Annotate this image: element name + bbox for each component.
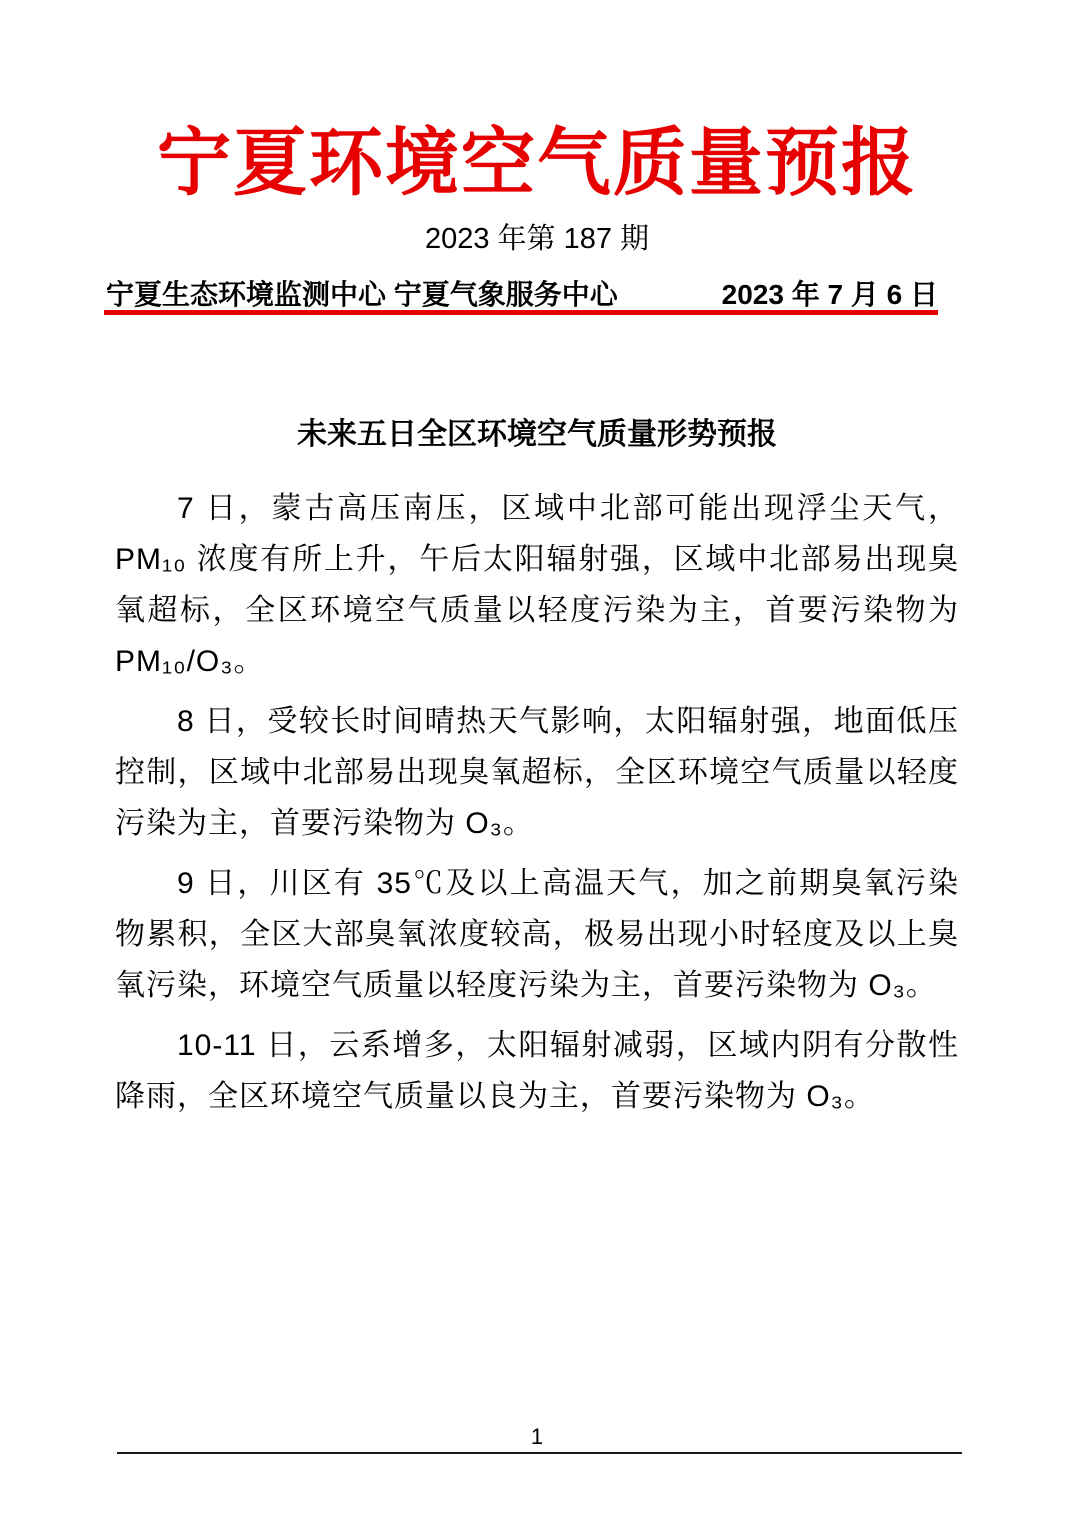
page-number: 1: [530, 1424, 544, 1449]
issuing-organizations: 宁夏生态环境监测中心 宁夏气象服务中心: [106, 279, 618, 310]
paragraph-day-8: 8 日，受较长时间晴热天气影响，太阳辐射强，地面低压控制，区域中北部易出现臭氧超标，全区环境空气质量以轻度污染为主，首要污染物为 O₃。: [115, 705, 959, 840]
forecast-body: [115, 483, 959, 1131]
masthead-red-divider: [104, 310, 938, 315]
masthead-row: [106, 278, 938, 312]
issue-date: 2023 年 7 月 6 日: [721, 279, 938, 310]
issue-number: 2023 年第 187 期: [424, 223, 650, 255]
page-title: 宁夏环境空气质量预报: [157, 123, 917, 205]
section-title: 未来五日全区环境空气质量形势预报: [297, 418, 777, 451]
footer-divider: [117, 1452, 962, 1454]
paragraph-day-10-11: 10-11 日，云系增多，太阳辐射减弱，区域内阴有分散性降雨，全区环境空气质量以良为主，首要污染物为 O₃。: [115, 1029, 959, 1113]
paragraph-day-7: 7 日，蒙古高压南压，区域中北部可能出现浮尘天气，PM₁₀ 浓度有所上升，午后太阳辐射强，区域中北部易出现臭氧超标，全区环境空气质量以轻度污染为主，首要污染物为 PM₁₀/O₃。: [115, 492, 959, 678]
paragraph-day-9: 9 日，川区有 35℃及以上高温天气，加之前期臭氧污染物累积，全区大部臭氧浓度较高，极易出现小时轻度及以上臭氧污染，环境空气质量以轻度污染为主，首要污染物为 O₃。: [115, 867, 959, 1002]
